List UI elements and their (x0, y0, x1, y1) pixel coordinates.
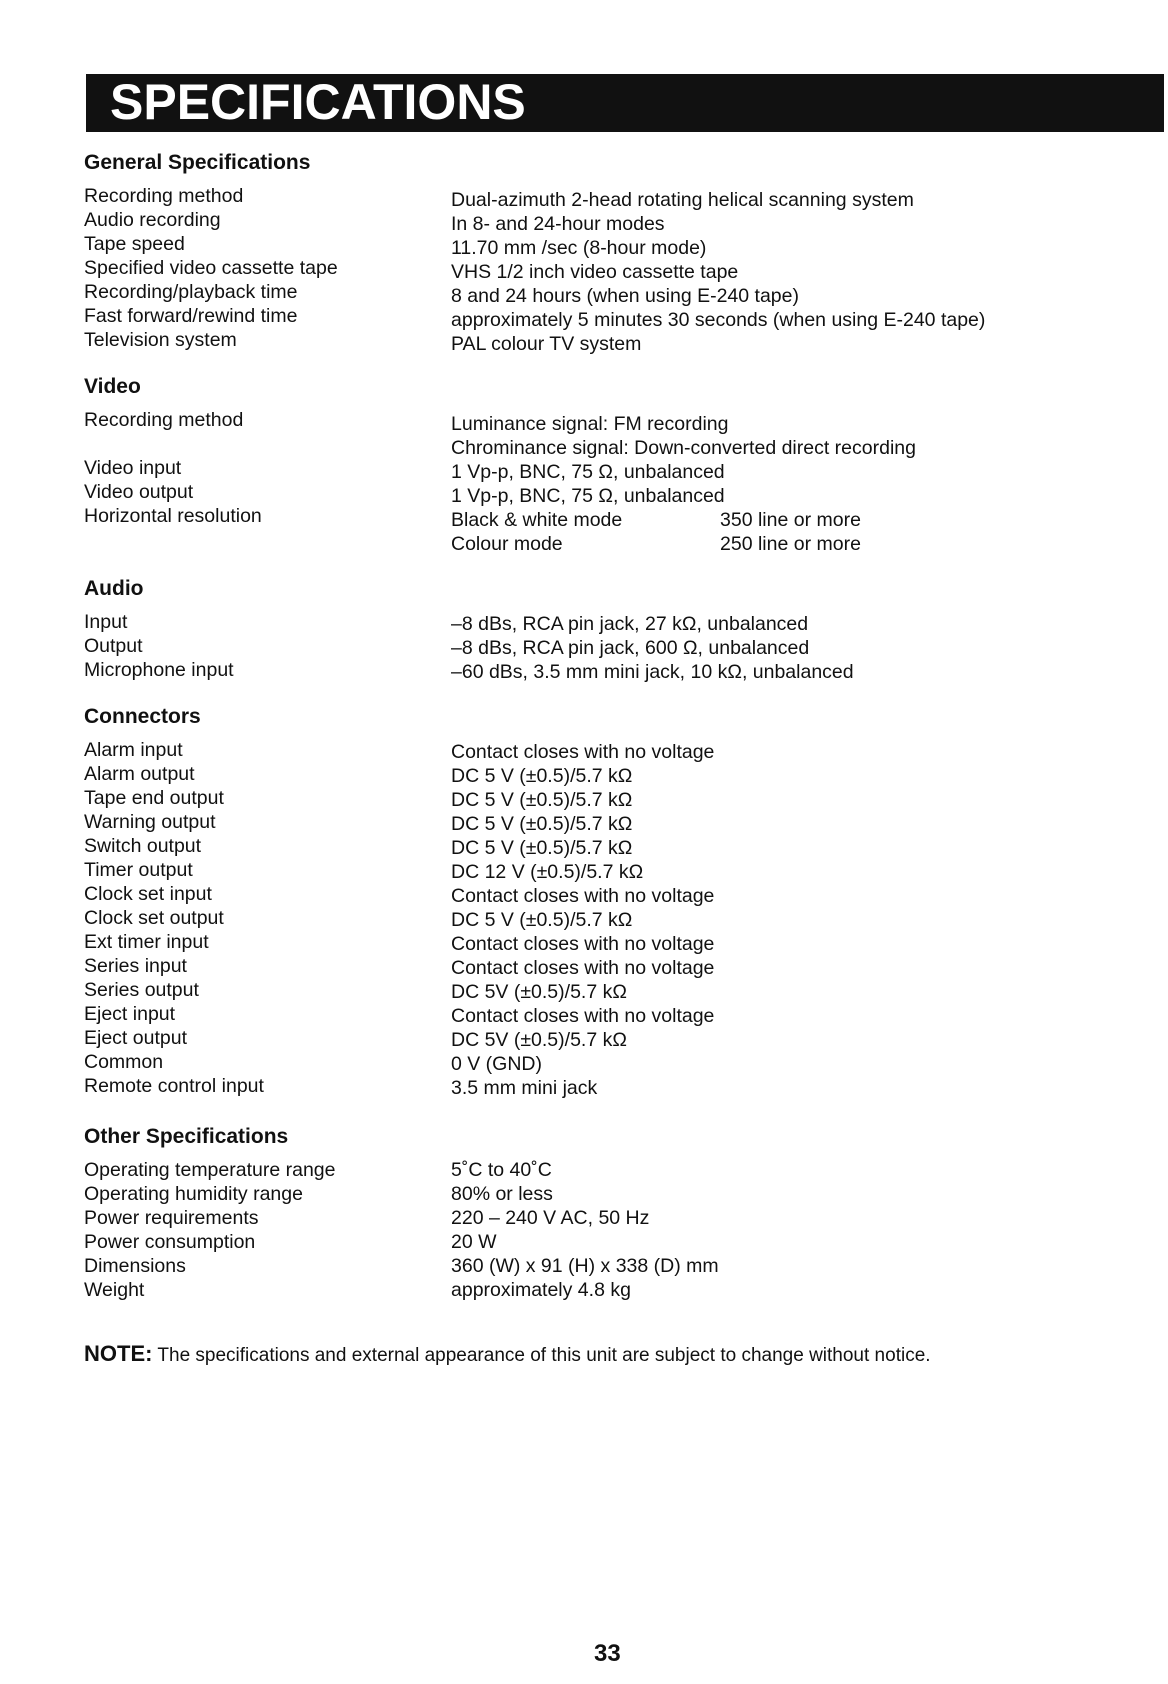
general-value: Dual-azimuth 2-head rotating helical scanning system (451, 189, 914, 211)
other-label: Power consumption (84, 1231, 256, 1253)
general-label: Fast forward/rewind time (84, 305, 298, 327)
general-value: PAL colour TV system (451, 333, 642, 355)
video-bw-value: 350 line or more (720, 509, 861, 531)
connector-value: DC 12 V (±0.5)/5.7 kΩ (451, 861, 644, 883)
video-output-value: 1 Vp-p, BNC, 75 Ω, unbalanced (451, 485, 725, 507)
connector-label: Common (84, 1051, 164, 1073)
connector-label: Switch output (84, 835, 202, 857)
connector-value: Contact closes with no voltage (451, 741, 715, 763)
general-value: approximately 5 minutes 30 seconds (when using E-240 tape) (451, 309, 986, 331)
connector-value: Contact closes with no voltage (451, 957, 715, 979)
video-bw-mode: Black & white mode (451, 509, 623, 531)
connector-label: Alarm output (84, 763, 195, 785)
connector-label: Clock set output (84, 907, 224, 929)
connector-label: Eject output (84, 1027, 187, 1049)
connector-label: Tape end output (84, 787, 224, 809)
other-value: 360 (W) x 91 (H) x 338 (D) mm (451, 1255, 719, 1277)
other-value: 80% or less (451, 1183, 553, 1205)
connector-value: Contact closes with no voltage (451, 885, 715, 907)
general-value: 8 and 24 hours (when using E-240 tape) (451, 285, 799, 307)
video-heading: Video (84, 375, 141, 398)
connector-label: Timer output (84, 859, 193, 881)
general-value: 11.70 mm /sec (8-hour mode) (451, 237, 707, 259)
connector-value: Contact closes with no voltage (451, 1005, 715, 1027)
general-value: VHS 1/2 inch video cassette tape (451, 261, 739, 283)
connector-value: DC 5 V (±0.5)/5.7 kΩ (451, 789, 633, 811)
video-colour-value: 250 line or more (720, 533, 861, 555)
other-value: 220 – 240 V AC, 50 Hz (451, 1207, 650, 1229)
other-value: 5˚C to 40˚C (451, 1159, 552, 1181)
page-title: SPECIFICATIONS (110, 74, 526, 130)
video-colour-mode: Colour mode (451, 533, 563, 555)
connector-value: 0 V (GND) (451, 1053, 543, 1075)
note (84, 1342, 931, 1368)
other-heading: Other Specifications (84, 1125, 289, 1148)
video-recording-value: Luminance signal: FM recording (451, 413, 729, 435)
other-label: Operating humidity range (84, 1183, 303, 1205)
audio-heading: Audio (84, 577, 144, 600)
general-label: Tape speed (84, 233, 185, 255)
connector-value: DC 5 V (±0.5)/5.7 kΩ (451, 909, 633, 931)
connector-label: Warning output (84, 811, 216, 833)
other-label: Power requirements (84, 1207, 259, 1229)
general-label: Specified video cassette tape (84, 257, 338, 279)
connector-label: Series input (84, 955, 187, 977)
other-label: Dimensions (84, 1255, 186, 1277)
audio-value: –8 dBs, RCA pin jack, 600 Ω, unbalanced (451, 637, 810, 659)
general-label: Recording/playback time (84, 281, 298, 303)
note-prefix: NOTE: (84, 1341, 153, 1366)
connector-label: Series output (84, 979, 199, 1001)
general-label: Recording method (84, 185, 244, 207)
video-input-label: Video input (84, 457, 182, 479)
other-value: approximately 4.8 kg (451, 1279, 631, 1301)
other-value: 20 W (451, 1231, 497, 1253)
connector-label: Clock set input (84, 883, 212, 905)
note-text: The specifications and external appearance of this unit are subject to change without notice. (157, 1345, 931, 1366)
audio-value: –8 dBs, RCA pin jack, 27 kΩ, unbalanced (451, 613, 809, 635)
connector-value: Contact closes with no voltage (451, 933, 715, 955)
general-label: Television system (84, 329, 237, 351)
connector-value: DC 5 V (±0.5)/5.7 kΩ (451, 813, 633, 835)
other-label: Operating temperature range (84, 1159, 336, 1181)
other-label: Weight (84, 1279, 145, 1301)
connector-label: Alarm input (84, 739, 183, 761)
connector-label: Ext timer input (84, 931, 209, 953)
audio-value: –60 dBs, 3.5 mm mini jack, 10 kΩ, unbalanced (451, 661, 854, 683)
connector-label: Remote control input (84, 1075, 264, 1097)
video-resolution-label: Horizontal resolution (84, 505, 262, 527)
audio-label: Microphone input (84, 659, 234, 681)
video-recording-value: Chrominance signal: Down-converted direct recording (451, 437, 916, 459)
general-heading: General Specifications (84, 151, 311, 174)
page-number: 33 (594, 1640, 621, 1667)
audio-label: Input (84, 611, 128, 633)
connector-value: 3.5 mm mini jack (451, 1077, 598, 1099)
connector-value: DC 5V (±0.5)/5.7 kΩ (451, 981, 627, 1003)
connector-value: DC 5 V (±0.5)/5.7 kΩ (451, 837, 633, 859)
video-recording-label: Recording method (84, 409, 244, 431)
general-label: Audio recording (84, 209, 221, 231)
connector-label: Eject input (84, 1003, 176, 1025)
connector-value: DC 5 V (±0.5)/5.7 kΩ (451, 765, 633, 787)
connectors-heading: Connectors (84, 705, 201, 728)
video-input-value: 1 Vp-p, BNC, 75 Ω, unbalanced (451, 461, 725, 483)
connector-value: DC 5V (±0.5)/5.7 kΩ (451, 1029, 627, 1051)
audio-label: Output (84, 635, 143, 657)
general-value: In 8- and 24-hour modes (451, 213, 665, 235)
video-output-label: Video output (84, 481, 194, 503)
